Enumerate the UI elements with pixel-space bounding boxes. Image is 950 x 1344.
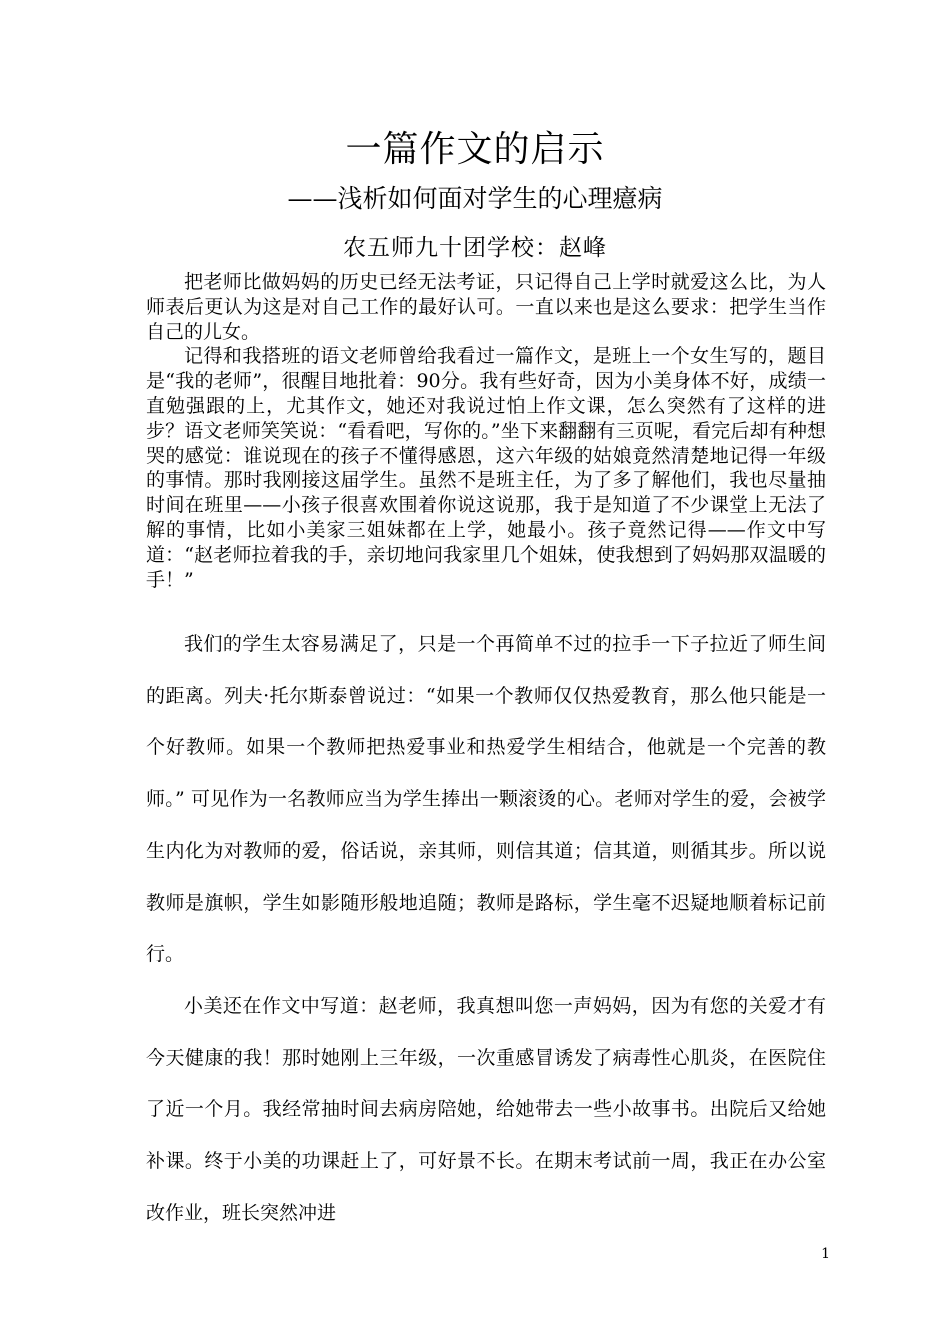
- paragraph: 把老师比做妈妈的历史已经无法考证，只记得自己上学时就爱这么比，为人师表后更认为这是对自己工作的最好认可。一直以来也是这么要求：把学生当作自己的儿女。: [146, 271, 826, 343]
- paragraph: 小美还在作文中写道：赵老师，我真想叫您一声妈妈，因为有您的关爱才有今天健康的我！那时她刚上三年级，一次重感冒诱发了病毒性心肌炎，在医院住了近一个月。我经常抽时间去病房陪她，给她带去一些小故事书。出院后又给她补课。终于小美的功课赶上了，可好景不长。在期末考试前一周，我正在办公室改作业，班长突然冲进: [146, 994, 826, 1224]
- page-number: 1: [821, 1246, 830, 1262]
- document-subtitle: ——浅析如何面对学生的心理癔病: [287, 184, 663, 213]
- document-title: 一篇作文的启示: [345, 129, 605, 170]
- dense-body: [146, 270, 826, 592]
- loose-body: [146, 619, 826, 1239]
- paragraph: 记得和我搭班的语文老师曾给我看过一篇作文，是班上一个女生写的，题目是“我的老师”，很醒目地批着：90分。我有些好奇，因为小美身体不好，成绩一直勉强跟的上，尤其作文，她还对我说过怕上作文课，怎么突然有了这样的进步？语文老师笑笑说：“看看吧，写你的。”坐下来翻翻有三页呢，看完后却有种想哭的感觉：谁说现在的孩子不懂得感恩，这六年级的姑娘竟然清楚地记得一年级的事情。那时我刚接这届学生。虽然不是班主任，为了多了解他们，我也尽量抽时间在班里——小孩子很喜欢围着你说这说那，我于是知道了不少课堂上无法了解的事情，比如小美家三姐妹都在上学，她最小。孩子竟然记得——作文中写道：“赵老师拉着我的手，亲切地问我家里几个姐妹，使我想到了妈妈那双温暖的手！”: [146, 345, 826, 591]
- author-line: 农五师九十团学校：赵峰: [343, 235, 607, 261]
- paragraph: 我们的学生太容易满足了，只是一个再简单不过的拉手一下子拉近了师生间的距离。列夫·托尔斯泰曾说过：“如果一个教师仅仅热爱教育，那么他只能是一个好教师。如果一个教师把热爱事业和热爱学生相结合，他就是一个完善的教师。” 可见作为一名教师应当为学生捧出一颗滚烫的心。老师对学生的爱，会被学生内化为对教师的爱，俗话说，亲其师，则信其道；信其道，则循其步。所以说教师是旗帜，学生如影随形般地追随；教师是路标，学生毫不迟疑地顺着标记前行。: [146, 633, 826, 966]
